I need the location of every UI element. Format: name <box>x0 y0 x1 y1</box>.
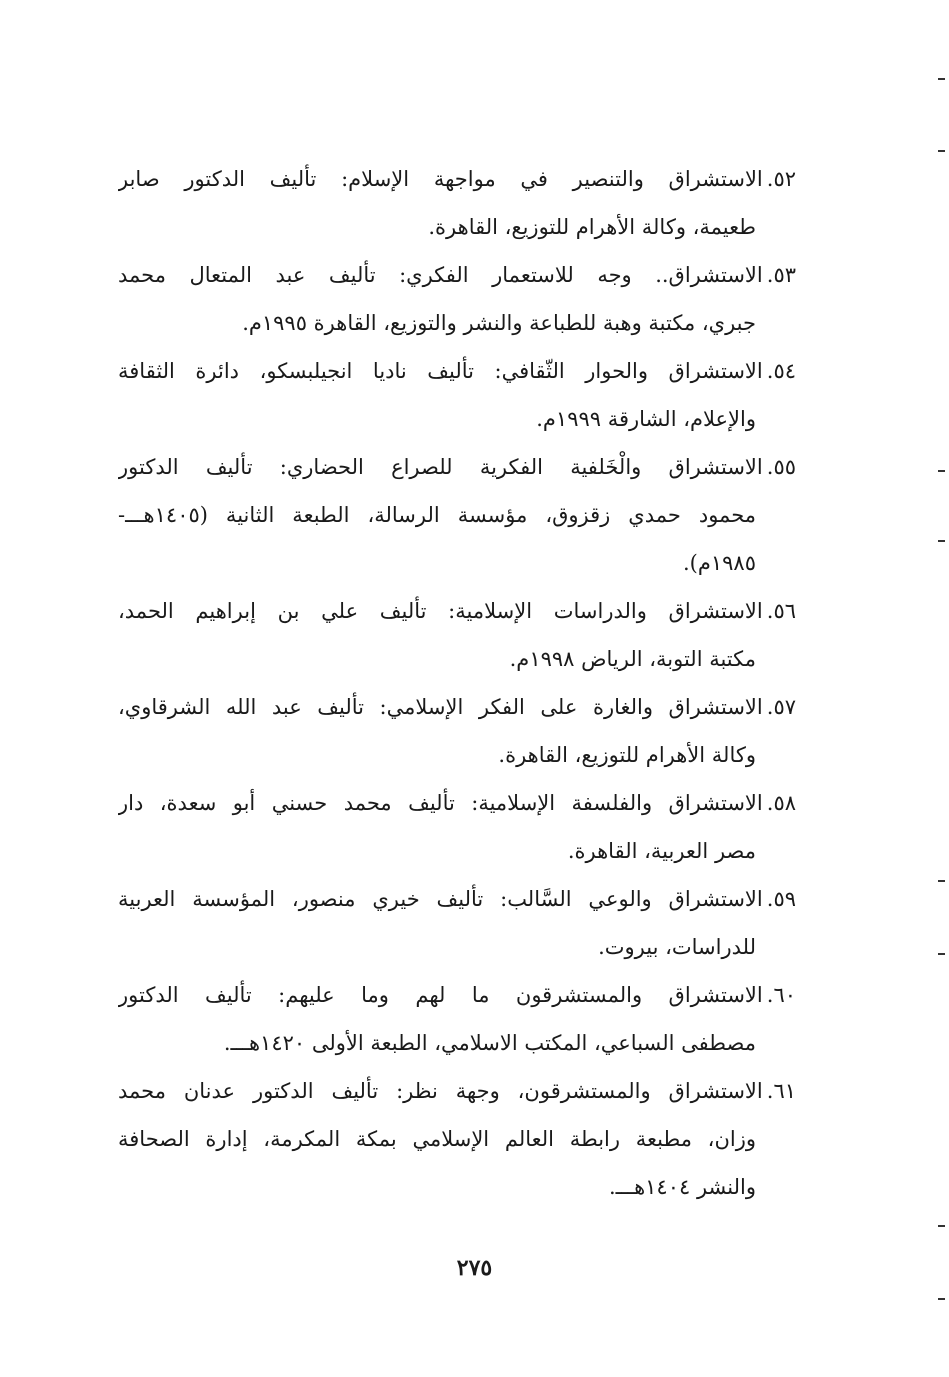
entry-number: ٥٥. <box>766 455 796 479</box>
margin-mark <box>938 540 945 542</box>
entry-first-line <box>118 251 796 299</box>
entry-first-line <box>118 587 796 635</box>
entry-number: ٥٤. <box>766 359 796 383</box>
entry-continuation-line: ١٩٨٥م). <box>683 551 756 575</box>
entry-continuation-line: جبري، مكتبة وهبة للطباعة والنشر والتوزيع، القاهرة ١٩٩٥م. <box>242 311 756 335</box>
entry-first-line <box>118 347 796 395</box>
entry-number: ٥٧. <box>766 695 796 719</box>
entry-number: ٦٠. <box>766 983 796 1007</box>
entry-continuation-line: والإعلام، الشارقة ١٩٩٩م. <box>536 407 756 431</box>
entry-continuation-line: مصر العربية، القاهرة. <box>567 839 756 863</box>
page-number: ٢٧٥ <box>456 1255 493 1281</box>
entry-number: ٥٨. <box>766 791 796 815</box>
entry-text: الاستشراق والغارة على الفكر الإسلامي: تأليف عبد الله الشرقاوي، <box>118 695 763 719</box>
entry-continuation-line: وزان، مطبعة رابطة العالم الإسلامي بمكة المكرمة، إدارة الصحافة <box>118 1127 756 1151</box>
entry-first-line <box>118 779 796 827</box>
entry-first-line <box>118 683 796 731</box>
margin-mark <box>938 1225 945 1227</box>
bibliography-entry <box>118 251 796 347</box>
bibliography-list <box>118 155 796 1211</box>
margin-mark <box>938 78 945 80</box>
entry-number: ٥٩. <box>766 887 796 911</box>
entry-text: الاستشراق والمستشرقون ما لهم وما عليهم: تأليف الدكتور <box>118 983 763 1007</box>
entry-number: ٦١. <box>766 1079 796 1103</box>
entry-first-line <box>118 1067 796 1115</box>
entry-text: الاستشراق والْخَلفية الفكرية للصراع الحضاري: تأليف الدكتور <box>118 455 763 479</box>
entry-text: الاستشراق والدراسات الإسلامية: تأليف علي بن إبراهيم الحمد، <box>118 599 763 623</box>
entry-text: الاستشراق والفلسفة الإسلامية: تأليف محمد حسني أبو سعدة، دار <box>118 791 763 815</box>
bibliography-entry <box>118 683 796 779</box>
bibliography-entry <box>118 443 796 587</box>
entry-continuation-line: طعيمة، وكالة الأهرام للتوزيع، القاهرة. <box>428 215 756 239</box>
entry-text: الاستشراق والتنصير في مواجهة الإسلام: تأليف الدكتور صابر <box>118 167 763 191</box>
bibliography-entry <box>118 971 796 1067</box>
entry-first-line <box>118 971 796 1019</box>
entry-continuation-line: للدراسات، بيروت. <box>598 935 756 959</box>
entry-text: الاستشراق.. وجه للاستعمار الفكري: تأليف عبد المتعال محمد <box>118 263 763 287</box>
margin-mark <box>938 1298 945 1300</box>
entry-continuation-line: مصطفى السباعي، المكتب الاسلامي، الطبعة الأولى ١٤٢٠هـــ. <box>223 1031 756 1055</box>
bibliography-entry <box>118 155 796 251</box>
entry-text: الاستشراق والحوار الثّقافي: تأليف ناديا انجيلبسكو، دائرة الثقافة <box>118 359 763 383</box>
bibliography-entry <box>118 779 796 875</box>
margin-mark <box>938 470 945 472</box>
margin-mark <box>938 953 945 955</box>
bibliography-entry <box>118 587 796 683</box>
entry-number: ٥٣. <box>766 263 796 287</box>
bibliography-entry <box>118 1067 796 1211</box>
entry-text: الاستشراق والمستشرقون، وجهة نظر: تأليف الدكتور عدنان محمد <box>118 1079 763 1103</box>
entry-text: الاستشراق والوعي السَّالب: تأليف خيري منصور، المؤسسة العربية <box>118 887 763 911</box>
entry-continuation-line: مكتبة التوبة، الرياض ١٩٩٨م. <box>509 647 756 671</box>
entry-continuation-line: والنشر ١٤٠٤هـــ. <box>608 1175 756 1199</box>
bibliography-entry <box>118 875 796 971</box>
entry-first-line <box>118 443 796 491</box>
entry-first-line <box>118 875 796 923</box>
margin-mark <box>938 880 945 882</box>
entry-number: ٥٦. <box>766 599 796 623</box>
margin-mark <box>938 150 945 152</box>
entry-first-line <box>118 155 796 203</box>
bibliography-entry <box>118 347 796 443</box>
entry-continuation-line: محمود حمدي زقزوق، مؤسسة الرسالة، الطبعة الثانية (١٤٠٥هـــ- <box>118 503 756 527</box>
entry-continuation-line: وكالة الأهرام للتوزيع، القاهرة. <box>498 743 756 767</box>
entry-number: ٥٢. <box>766 167 796 191</box>
